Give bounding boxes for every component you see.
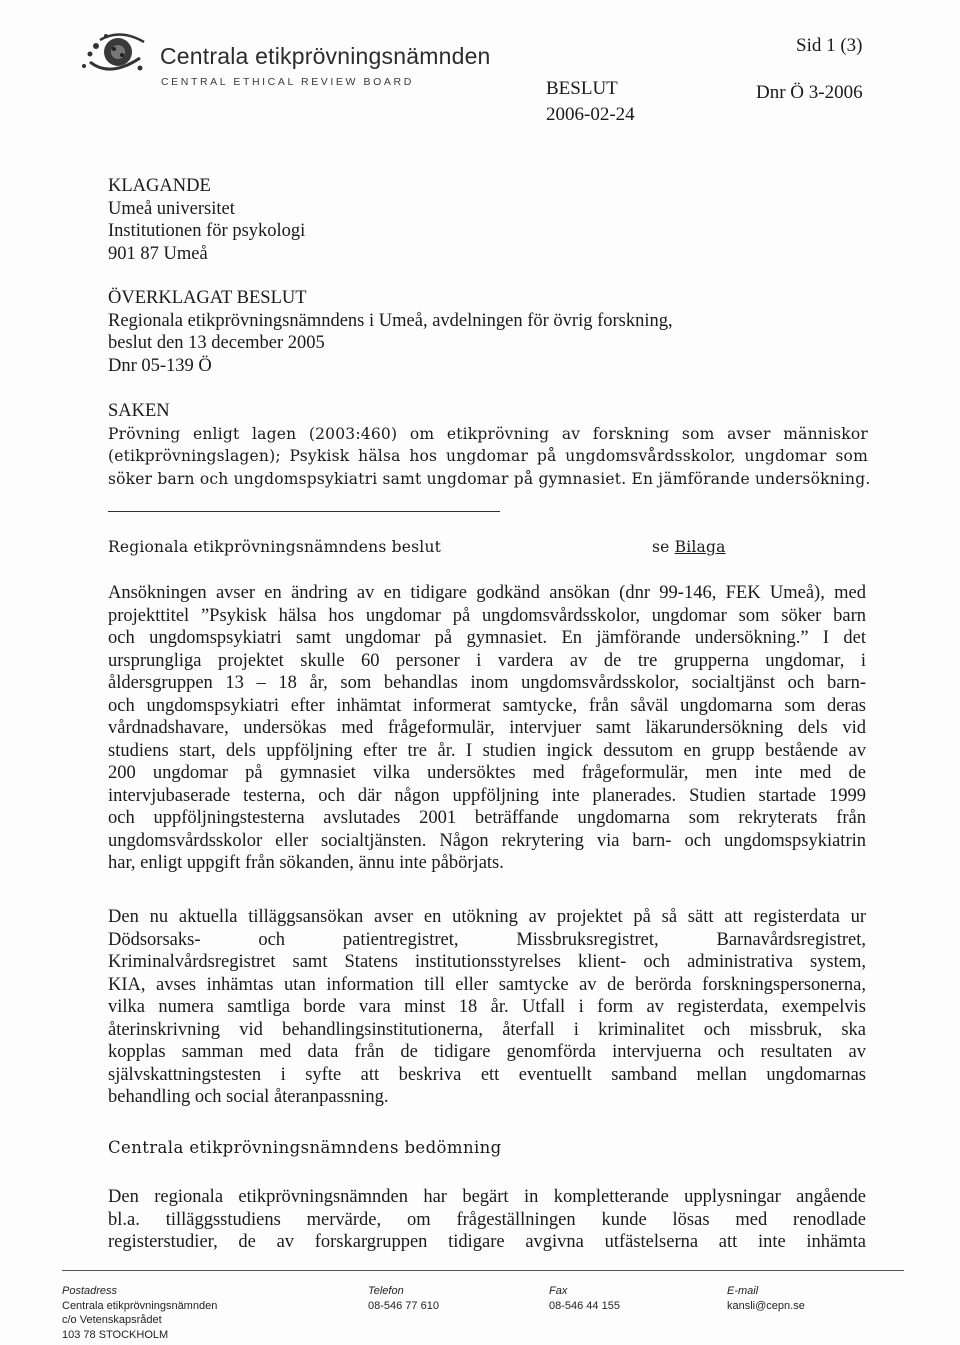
divider (108, 511, 500, 512)
telefon-label: Telefon (368, 1285, 404, 1297)
page-number: Sid 1 (3) (796, 35, 863, 56)
paragraph-line: och ungdomspsykiatri samt ungdomar på gymnasiet. En jämförande undersökning.” I det (108, 628, 866, 648)
paragraph-line: bl.a. tilläggsstudiens mervärde, om frågeställningen kunde lösas med renodlade (108, 1209, 866, 1230)
footer-fax (549, 1284, 620, 1313)
klagande-line: Institutionen för psykologi (108, 221, 306, 241)
footer-telefon (368, 1284, 439, 1313)
bilaga-link[interactable]: Bilaga (674, 538, 726, 556)
paragraph-line: projekttitel ”Psykisk hälsa hos ungdomar på ungdomsvårdsskolor, ungdomar som söker barn (108, 605, 866, 626)
paragraph-line: ursprungliga projektet skulle 60 personer i vardera av de tre grupperna ungdomar, i (108, 650, 866, 671)
paragraph-line: och uppföljningstesterna avslutades 2001 beträffande ungdomarna som rekryterats från (108, 808, 866, 828)
overklagat-line: Dnr 05-139 Ö (108, 355, 212, 376)
document-type: BESLUT (546, 78, 618, 99)
postadress-line: c/o Vetenskapsrådet (62, 1314, 162, 1326)
cepn-logo (70, 28, 156, 78)
paragraph-line: studiens start, dels uppföljning efter tre år. I studien ingick dessutom en grupp bestående av (108, 740, 866, 761)
paragraph-line: ungdomsvårdsskolor eller socialtjänsten. Någon rekrytering via barn- och ungdomspsykiatrin (108, 830, 866, 851)
paragraph-line: har, enligt uppgift från sökanden, ännu inte påbörjats. (108, 853, 504, 873)
fax-label: Fax (549, 1285, 568, 1297)
document-date: 2006-02-24 (546, 104, 635, 125)
postadress-label: Postadress (62, 1285, 118, 1297)
assessment-heading: Centrala etikprövningsnämndens bedömning (108, 1138, 502, 1157)
org-subtitle: CENTRAL ETHICAL REVIEW BOARD (161, 76, 414, 88)
footer-email (727, 1284, 805, 1313)
diary-number: Dnr Ö 3-2006 (756, 82, 863, 103)
footer-postadress (62, 1284, 217, 1342)
paragraph-line: Kriminalvårdsregistret samt Statens institutionsstyrelses klient- och administrativa system, (108, 952, 866, 972)
klagande-line: Umeå universitet (108, 198, 235, 219)
paragraph-line: Dödsorsaks- och patientregistret, Missbruksregistret, Barnavårdsregistret, (108, 929, 866, 950)
overklagat-section (108, 287, 868, 377)
paragraph-line: Ansökningen avser en ändring av en tidigare godkänd ansökan (dnr 99-146, FEK Umeå), med (108, 583, 866, 603)
overklagat-line: beslut den 13 december 2005 (108, 333, 325, 353)
email-address[interactable]: kansli@cepn.se (727, 1299, 805, 1312)
paragraph-line: kopplas samman med data från de tidigare genomförda intervjuerna och resultaten av (108, 1042, 866, 1062)
paragraph-supplement (108, 906, 866, 1109)
saken-line: Prövning enligt lagen (2003:460) om etikprövning av forskning som avser människor (108, 424, 868, 443)
paragraph-line: 200 ungdomar på gymnasiet vilka undersöktes med frågeformulär, men inte med de (108, 763, 866, 783)
paragraph-line: återinskrivning vid behandlingsinstitutionerna, återfall i kriminalitet och missbruk, ska (108, 1019, 866, 1040)
email-label: E-mail (727, 1285, 759, 1297)
paragraph-line: Den regionala etikprövningsnämnden har begärt in kompletterande upplysningar angående (108, 1187, 866, 1207)
paragraph-application (108, 582, 866, 875)
paragraph-line: behandling och social återanpassning. (108, 1087, 389, 1107)
org-name: Centrala etikprövningsnämnden (160, 43, 491, 69)
paragraph-line: vilka numera samtliga borde vara minst 18 år. Utfall i form av registerdata, exempelvis (108, 997, 866, 1017)
paragraph-line: Den nu aktuella tilläggsansökan avser en utökning av projektet på så sätt att registerdata ur (108, 907, 866, 927)
paragraph-line: vårdnadshavare, undersökas med frågeformulär, intervjuer samt läkarundersökning dels vid (108, 718, 866, 738)
saken-heading: SAKEN (108, 401, 170, 421)
decision-reference (652, 536, 726, 559)
paragraph-line: KIA, avses inhämtas utan information till eller samtycke av de berörda forskningspersonerna, (108, 974, 866, 995)
paragraph-line: självskattningstesten i syfte att beskriva ett eventuellt samband mellan ungdomarnas (108, 1064, 866, 1085)
saken-line: söker barn och ungdomspsykiatri samt ungdomar på gymnasiet. En jämförande undersökning. (108, 469, 871, 488)
assessment-paragraph (108, 1186, 866, 1254)
footer-divider (62, 1270, 904, 1271)
klagande-line: 901 87 Umeå (108, 243, 208, 264)
saken-line: (etikprövningslagen); Psykisk hälsa hos ungdomar på ungdomsvårdsskolor, ungdomar som (108, 447, 868, 465)
fax-number: 08-546 44 155 (549, 1299, 620, 1312)
overklagat-line: Regionala etikprövningsnämndens i Umeå, avdelningen för övrig forskning, (108, 310, 673, 331)
klagande-heading: KLAGANDE (108, 176, 211, 196)
paragraph-line: åldersgruppen 13 – 18 år, som behandlas inom ungdomsvårdsskolor, socialtjänst och barn- (108, 673, 866, 693)
decision-ref-prefix: se (652, 538, 675, 556)
overklagat-heading: ÖVERKLAGAT BESLUT (108, 288, 307, 308)
decision-label: Regionala etikprövningsnämndens beslut (108, 538, 442, 556)
paragraph-line: intervjubaserade testerna, och där någon uppföljning inte planerades. Studien startade 1999 (108, 785, 866, 806)
saken-section (108, 400, 871, 490)
klagande-section (108, 175, 868, 265)
postadress-line: Centrala etikprövningsnämnden (62, 1299, 218, 1312)
paragraph-line: och ungdomspsykiatri efter inhämtat informerat samtycke, från såväl ungdomarna som deras (108, 695, 866, 716)
telefon-number: 08-546 77 610 (368, 1299, 439, 1312)
postadress-line: 103 78 STOCKHOLM (62, 1328, 169, 1341)
paragraph-line: registerstudier, de av forskargruppen tidigare avgivna utfästelserna att inte inhämta (108, 1232, 866, 1252)
